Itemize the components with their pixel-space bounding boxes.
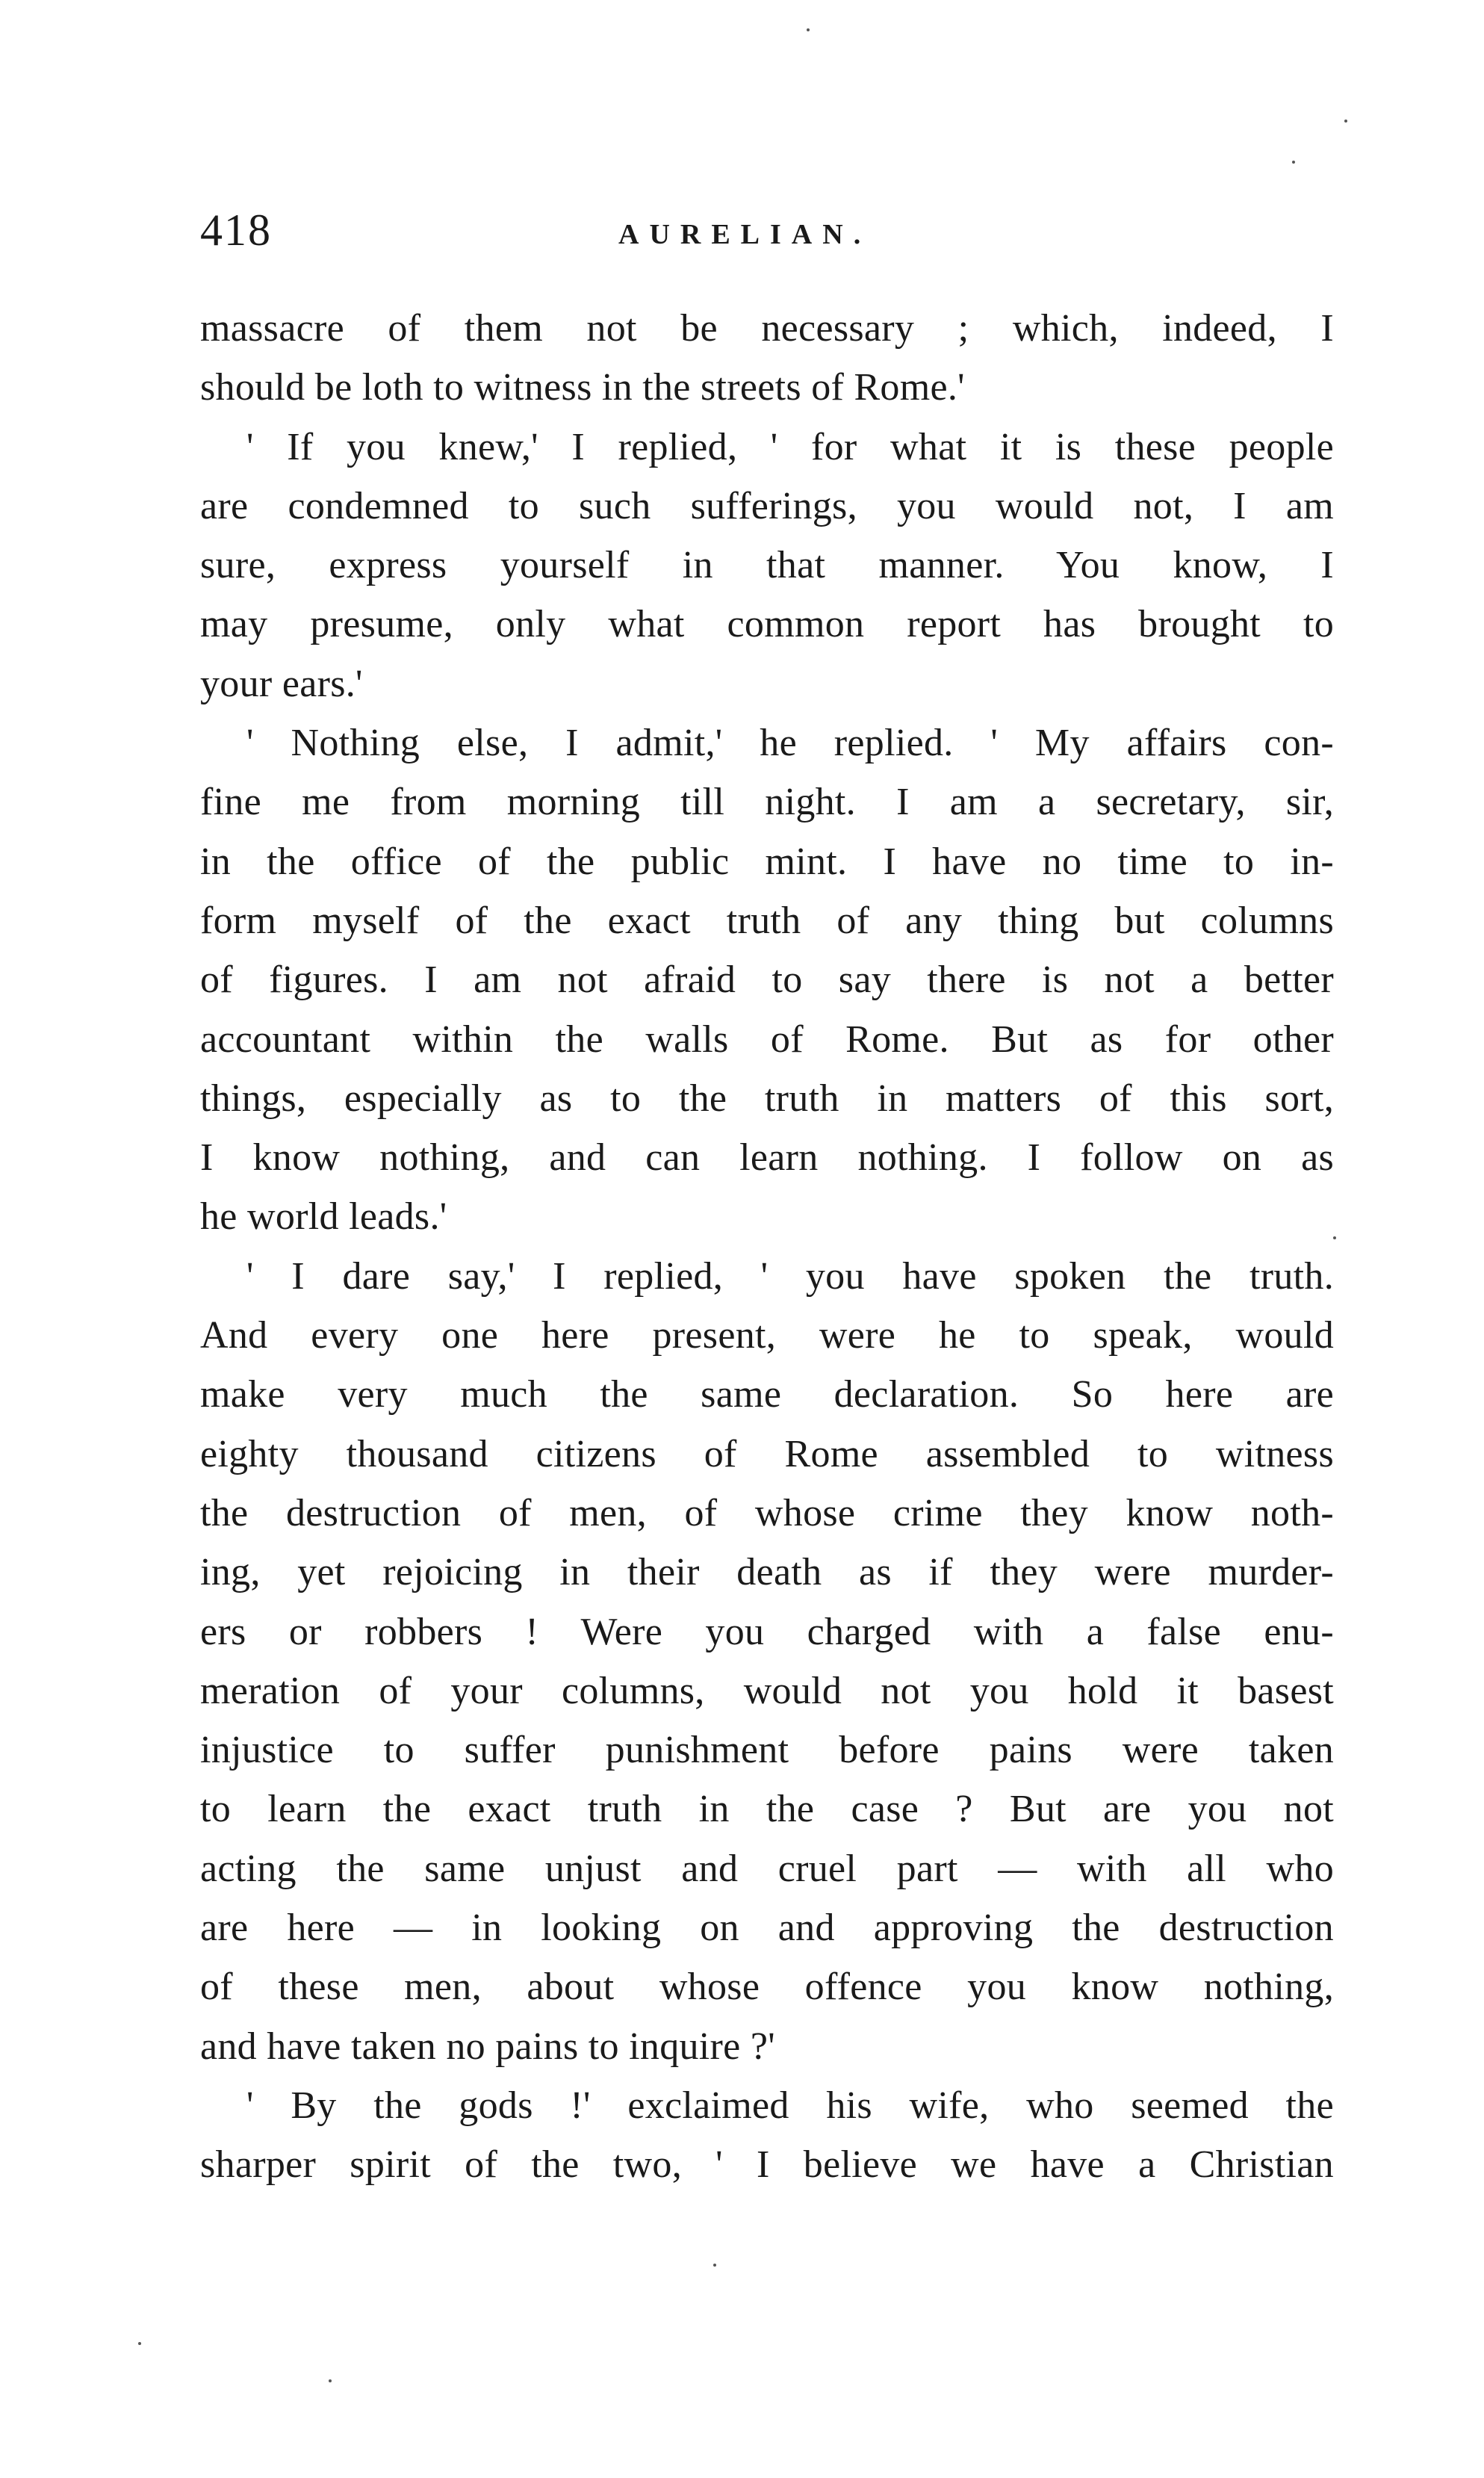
text-line: are condemned to such sufferings, you would not, I am bbox=[200, 484, 1334, 527]
text-line: injustice to suffer punishment before pains were taken bbox=[200, 1729, 1334, 1772]
text-line: ' By the gods !' exclaimed his wife, who seemed the bbox=[246, 2084, 1334, 2127]
text-line: of these men, about whose offence you know nothing, bbox=[200, 1966, 1334, 2009]
text-line: he world leads.' bbox=[200, 1195, 447, 1239]
text-line: eighty thousand citizens of Rome assembled to witness bbox=[200, 1432, 1334, 1475]
body-text bbox=[200, 299, 1334, 2195]
text-line: your ears.' bbox=[200, 662, 363, 705]
text-line: of figures. I am not afraid to say there is not a better bbox=[200, 958, 1334, 1002]
page-number: 418 bbox=[200, 205, 272, 255]
text-line: are here — in looking on and approving the destruction bbox=[200, 1906, 1334, 1950]
text-line: ' Nothing else, I admit,' he replied. ' My affairs con- bbox=[246, 722, 1334, 765]
text-line: form myself of the exact truth of any thing but columns bbox=[200, 899, 1334, 942]
text-line: in the office of the public mint. I have no time to in- bbox=[200, 840, 1334, 883]
text-line: ing, yet rejoicing in their death as if they were murder- bbox=[200, 1551, 1334, 1594]
text-line: should be loth to witness in the streets of Rome.' bbox=[200, 366, 965, 409]
page-header bbox=[200, 200, 1334, 260]
text-line: sharper spirit of the two, ' I believe we have a Christian bbox=[200, 2143, 1334, 2187]
text-line: things, especially as to the truth in matters of this sort, bbox=[200, 1077, 1334, 1120]
text-line: I know nothing, and can learn nothing. I follow on as bbox=[200, 1136, 1334, 1180]
text-line: ' If you knew,' I replied, ' for what it is these people bbox=[246, 425, 1334, 468]
text-line: massacre of them not be necessary ; which, indeed, I bbox=[200, 307, 1334, 350]
text-line: fine me from morning till night. I am a secretary, sir, bbox=[200, 781, 1334, 824]
text-line: acting the same unjust and cruel part — with all who bbox=[200, 1847, 1334, 1890]
text-line: the destruction of men, of whose crime they know noth- bbox=[200, 1491, 1334, 1534]
paper-speck bbox=[1344, 120, 1347, 123]
paper-speck bbox=[138, 2342, 141, 2345]
paper-speck bbox=[1292, 161, 1295, 164]
text-line: may presume, only what common report has brought to bbox=[200, 603, 1334, 646]
paper-speck bbox=[1333, 1236, 1336, 1239]
text-line: ers or robbers ! Were you charged with a false enu- bbox=[200, 1610, 1334, 1653]
running-title: AURELIAN. bbox=[618, 219, 872, 250]
text-line: accountant within the walls of Rome. But as for other bbox=[200, 1017, 1334, 1061]
text-line: to learn the exact truth in the case ? But are you not bbox=[200, 1788, 1334, 1831]
text-line: make very much the same declaration. So here are bbox=[200, 1373, 1334, 1416]
text-line: ' I dare say,' I replied, ' you have spoken the truth. bbox=[246, 1254, 1334, 1298]
paper-speck bbox=[807, 28, 810, 31]
text-line: And every one here present, were he to speak, would bbox=[200, 1314, 1334, 1357]
text-line: and have taken no pains to inquire ?' bbox=[200, 2025, 775, 2068]
paper-speck bbox=[713, 2264, 716, 2267]
text-line: sure, express yourself in that manner. You know, I bbox=[200, 544, 1334, 587]
text-line: meration of your columns, would not you hold it basest bbox=[200, 1669, 1334, 1712]
paper-speck bbox=[329, 2379, 332, 2382]
